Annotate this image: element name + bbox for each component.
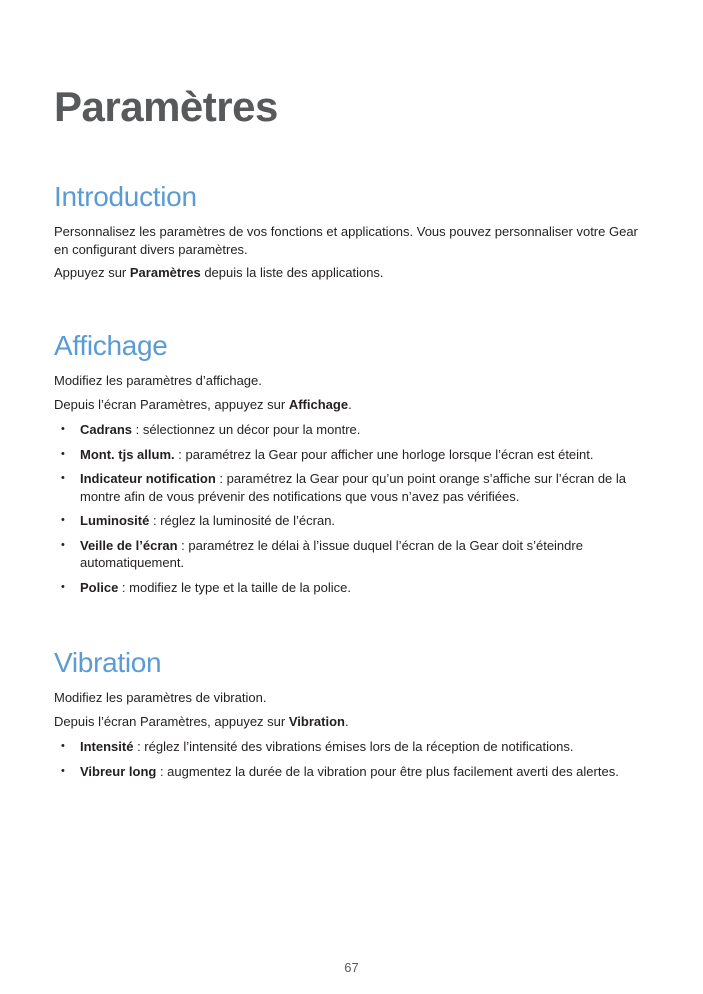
item-term: Mont. tjs allum. — [80, 446, 175, 462]
vibration-p2-prefix: Depuis l’écran Paramètres, appuyez sur — [54, 713, 289, 729]
list-item — [54, 421, 654, 439]
vibration-paragraph-2 — [54, 713, 654, 731]
introduction-paragraph-1: Personnalisez les paramètres de vos fonctions et applications. Vous pouvez personnaliser votre Gear en configurant divers paramètres. — [54, 224, 638, 257]
page-number: 67 — [344, 960, 359, 975]
item-term: Vibreur long — [80, 763, 157, 779]
item-term: Police — [80, 579, 119, 595]
item-desc: : paramétrez la Gear pour afficher une horloge lorsque l’écran est éteint. — [174, 446, 594, 462]
section-title-vibration: Vibration — [54, 647, 162, 678]
section-title-introduction: Introduction — [54, 181, 197, 212]
affichage-bullet-list — [54, 421, 654, 596]
list-item — [54, 446, 654, 464]
item-term: Intensité — [80, 739, 134, 754]
affichage-p2-prefix: Depuis l’écran Paramètres, appuyez sur — [54, 396, 289, 412]
item-desc: : modifiez le type et la taille de la police. — [118, 579, 351, 595]
introduction-paragraph-2 — [54, 264, 654, 282]
list-item — [54, 763, 654, 781]
item-term: Veille de l’écran — [80, 537, 178, 553]
introduction-p2-bold: Paramètres — [129, 265, 201, 280]
bullet-icon: • — [61, 538, 65, 551]
item-term: Indicateur notification — [80, 471, 216, 486]
item-desc: : paramétrez le délai à l’issue duquel l’écran de la Gear doit s’éteindre automatiquement. — [80, 537, 583, 570]
list-item — [54, 537, 654, 572]
bullet-icon: • — [61, 514, 65, 526]
vibration-p2-suffix: . — [344, 713, 349, 729]
item-term: Luminosité — [80, 513, 150, 528]
affichage-paragraph-2 — [54, 396, 654, 414]
item-term: Cadrans — [80, 422, 133, 437]
section-introduction — [54, 180, 654, 282]
section-title-affichage: Affichage — [54, 330, 168, 361]
affichage-p2-suffix: . — [348, 396, 352, 412]
item-desc: : réglez la luminosité de l’écran. — [149, 513, 336, 528]
bullet-icon: • — [61, 764, 65, 777]
bullet-icon: • — [61, 740, 65, 752]
list-item — [54, 470, 654, 505]
item-desc: : augmentez la durée de la vibration pour être plus facilement averti des alertes. — [156, 763, 619, 779]
section-vibration — [54, 646, 654, 787]
page-title: Paramètres — [54, 83, 278, 130]
item-desc: : sélectionnez un décor pour la montre. — [132, 422, 361, 437]
affichage-p2-bold: Affichage — [288, 396, 349, 412]
list-item — [54, 738, 654, 756]
section-affichage — [54, 329, 654, 603]
vibration-p2-bold: Vibration — [288, 713, 345, 729]
item-desc: : paramétrez la Gear pour qu’un point orange s’affiche sur l’écran de la montre afin de vous prévenir des notifications que vous n’avez pas vérifiées. — [80, 471, 627, 504]
vibration-paragraph-1: Modifiez les paramètres de vibration. — [54, 690, 267, 705]
bullet-icon: • — [61, 423, 65, 435]
bullet-icon: • — [61, 447, 65, 460]
introduction-p2-prefix: Appuyez sur — [54, 265, 130, 280]
item-desc: : réglez l’intensité des vibrations émises lors de la réception de notifications. — [133, 739, 574, 754]
affichage-paragraph-1: Modifiez les paramètres d’affichage. — [54, 373, 262, 388]
list-item — [54, 579, 654, 597]
list-item — [54, 512, 654, 530]
bullet-icon: • — [61, 472, 65, 484]
bullet-icon: • — [61, 580, 65, 593]
introduction-p2-suffix: depuis la liste des applications. — [200, 265, 384, 280]
vibration-bullet-list — [54, 738, 654, 780]
